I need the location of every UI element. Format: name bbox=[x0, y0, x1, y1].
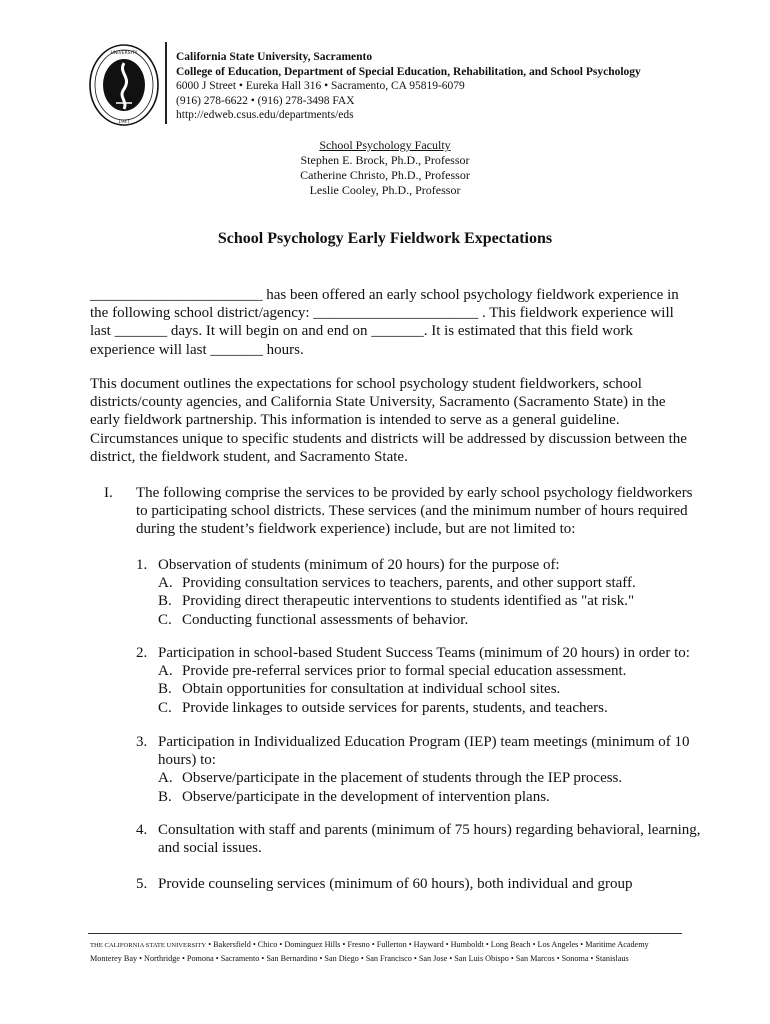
item-text: Observation of students (minimum of 20 hours) for the purpose of: bbox=[158, 557, 560, 573]
item-number: 2. bbox=[136, 645, 148, 661]
item-number: 5. bbox=[136, 876, 148, 892]
university-name: California State University, Sacramento bbox=[176, 51, 373, 63]
website-link[interactable]: http://edweb.csus.edu/departments/eds bbox=[176, 109, 354, 121]
list-item bbox=[136, 821, 706, 857]
item-number: 3. bbox=[136, 734, 148, 750]
footer-line-1 bbox=[90, 938, 690, 953]
address: 6000 J Street • Eureka Hall 316 • Sacramento, CA 95819-6079 bbox=[176, 80, 465, 92]
header-divider bbox=[165, 42, 167, 124]
sub-item-letter: A. bbox=[158, 663, 173, 680]
faculty-member: Stephen E. Brock, Ph.D., Professor bbox=[300, 153, 470, 167]
letterhead bbox=[176, 50, 641, 123]
list-item bbox=[136, 733, 706, 806]
list-item bbox=[136, 875, 706, 893]
intro-line: experience will last _______ hours. bbox=[90, 341, 304, 358]
sub-item-letter: A. bbox=[158, 575, 173, 592]
phone-fax: (916) 278-6622 • (916) 278-3498 FAX bbox=[176, 94, 355, 107]
sub-item-letter: B. bbox=[158, 593, 172, 610]
sub-item-text: Provide linkages to outside services for parents, students, and teachers. bbox=[182, 699, 608, 716]
section-line: to participating school districts. These services (and the minimum number of hours required bbox=[136, 503, 688, 520]
purpose-line: districts/county agencies, and California State University, Sacramento (Sacramento State) in the bbox=[90, 394, 666, 411]
list-item bbox=[136, 644, 706, 717]
item-number: 4. bbox=[136, 822, 148, 838]
faculty-block bbox=[0, 138, 770, 198]
item-text: Participation in Individualized Education Program (IEP) team meetings (minimum of 10 hours) to: bbox=[158, 734, 690, 769]
csu-system-name: THE CALIFORNIA STATE UNIVERSITY bbox=[90, 942, 207, 949]
item-number: 1. bbox=[136, 557, 148, 573]
section-numeral: I. bbox=[104, 485, 113, 501]
sub-item-text: Providing consultation services to teachers, parents, and other support staff. bbox=[182, 575, 636, 592]
sub-item-text: Provide pre-referral services prior to formal special education assessment. bbox=[182, 663, 627, 680]
campus-list: • Bakersfield • Chico • Dominguez Hills • Fresno • Fullerton • Hayward • Humboldt • Long Beach • Los Angeles • Maritime Academy bbox=[206, 940, 649, 949]
sub-item-text: Observe/participate in the development of intervention plans. bbox=[182, 788, 550, 805]
sub-item-text: Obtain opportunities for consultation at individual school sites. bbox=[182, 681, 561, 698]
purpose-line: This document outlines the expectations for school psychology student fieldworkers, school bbox=[90, 376, 642, 392]
intro-paragraph bbox=[90, 286, 695, 359]
sub-item-text: Conducting functional assessments of behavior. bbox=[182, 611, 469, 628]
svg-text:UNIVERSITY: UNIVERSITY bbox=[110, 51, 138, 56]
item-text: Participation in school-based Student Success Teams (minimum of 20 hours) in order to: bbox=[158, 645, 690, 661]
footer-line-2: Monterey Bay • Northridge • Pomona • Sacramento • San Bernardino • San Diego • San Francisco • San Jose • San Luis Obispo • San Marcos • Sonoma • Stanislaus bbox=[90, 954, 629, 963]
section-line: during the student’s fieldwork experience) include, but are not limited to: bbox=[136, 521, 576, 538]
sub-item-letter: C. bbox=[158, 611, 172, 628]
purpose-paragraph bbox=[90, 375, 695, 466]
college-name: College of Education, Department of Special Education, Rehabilitation, and School Psychology bbox=[176, 65, 641, 78]
section-intro bbox=[136, 484, 701, 539]
faculty-member: Catherine Christo, Ph.D., Professor bbox=[300, 168, 470, 182]
purpose-line: district, the fieldwork student, and Sacramento State. bbox=[90, 448, 408, 465]
sub-item-letter: A. bbox=[158, 770, 173, 787]
sub-item-letter: C. bbox=[158, 699, 172, 716]
footer-divider bbox=[88, 933, 682, 934]
intro-line: _______________________ has been offered an early school psychology fieldwork experience in bbox=[90, 287, 679, 303]
faculty-member: Leslie Cooley, Ph.D., Professor bbox=[309, 183, 461, 197]
faculty-heading: School Psychology Faculty bbox=[319, 138, 451, 152]
university-seal-logo bbox=[88, 43, 160, 128]
svg-text:1947: 1947 bbox=[118, 120, 130, 125]
intro-line: the following school district/agency: ______________________ . This fieldwork experience will bbox=[90, 305, 674, 322]
document-title: School Psychology Early Fieldwork Expectations bbox=[217, 230, 553, 247]
item-text: Consultation with staff and parents (minimum of 75 hours) regarding behavioral, learning, and social issues. bbox=[158, 822, 701, 857]
sub-item-letter: B. bbox=[158, 681, 172, 698]
list-item bbox=[136, 556, 706, 629]
item-text: Provide counseling services (minimum of 60 hours), both individual and group bbox=[158, 876, 633, 892]
sub-item-text: Providing direct therapeutic interventions to students identified as "at risk." bbox=[182, 593, 635, 610]
purpose-line: Circumstances unique to specific students and districts will be addressed by discussion between the bbox=[90, 430, 687, 447]
section-line: The following comprise the services to be provided by early school psychology fieldworkers bbox=[136, 485, 693, 501]
sub-item-letter: B. bbox=[158, 788, 172, 805]
intro-line: last _______ days. It will begin on and end on _______. It is estimated that this field work bbox=[90, 323, 633, 340]
purpose-line: early fieldwork partnership. This information is intended to serve as a general guideline. bbox=[90, 412, 620, 429]
sub-item-text: Observe/participate in the placement of students through the IEP process. bbox=[182, 770, 623, 787]
